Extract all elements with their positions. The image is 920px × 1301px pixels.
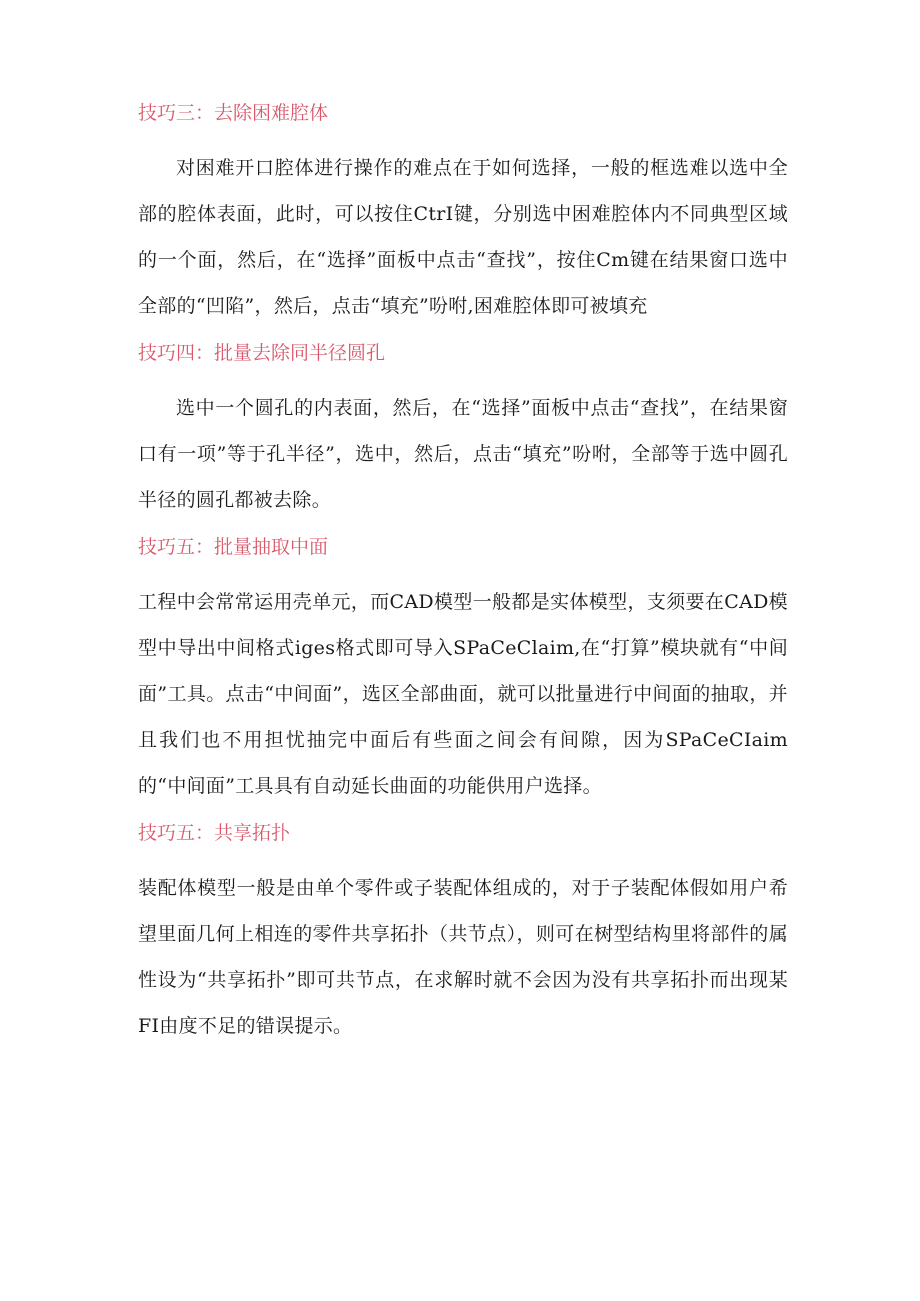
section-tip-5a bbox=[138, 529, 788, 809]
section-heading: 技巧三：去除困难腔体 bbox=[138, 102, 329, 124]
section-heading: 技巧四：批量去除同半径圆孔 bbox=[138, 342, 386, 364]
section-tip-4 bbox=[138, 335, 788, 523]
section-heading: 技巧五：批量抽取中面 bbox=[138, 536, 329, 558]
section-paragraph: 选中一个圆孔的内表面，然后，在“选择”面板中点击“查找”，在结果窗口有一项”等于孔半径”，选中，然后，点击“填充”吩咐，全部等于选中圆孔半径的圆孔都被去除。 bbox=[138, 397, 788, 511]
section-tip-3 bbox=[138, 95, 788, 329]
section-tip-5b bbox=[138, 815, 788, 1049]
section-paragraph: 对困难开口腔体进行操作的难点在于如何选择，一般的框选难以选中全部的腔体表面，此时，可以按住CtrI键，分别选中困难腔体内不同典型区域的一个面，然后，在“选择”面板中点击“查找”，按住Cm键在结果窗口选中全部的“凹陷”，然后，点击“填充”吩咐,困难腔体即可被填充 bbox=[138, 157, 788, 317]
section-heading: 技巧五：共享拓扑 bbox=[138, 822, 291, 844]
document-content bbox=[138, 95, 788, 1055]
section-paragraph: 工程中会常常运用壳单元，而CAD模型一般都是实体模型，支须要在CAD模型中导出中间格式iges格式即可导入SPaCeClaim,在“打算”模块就有“中间面”工具。点击“中间面”，选区全部曲面，就可以批量进行中间面的抽取，并且我们也不用担忧抽完中面后有些面之间会有间隙，因为SPaCeCIaim的“中间面”工具具有自动延长曲面的功能供用户选择。 bbox=[138, 591, 788, 797]
section-paragraph: 装配体模型一般是由单个零件或子装配体组成的，对于子装配体假如用户希望里面几何上相连的零件共享拓扑（共节点），则可在树型结构里将部件的属性设为“共享拓扑”即可共节点，在求解时就不会因为没有共享拓扑而出现某FI由度不足的错误提示。 bbox=[138, 877, 788, 1037]
